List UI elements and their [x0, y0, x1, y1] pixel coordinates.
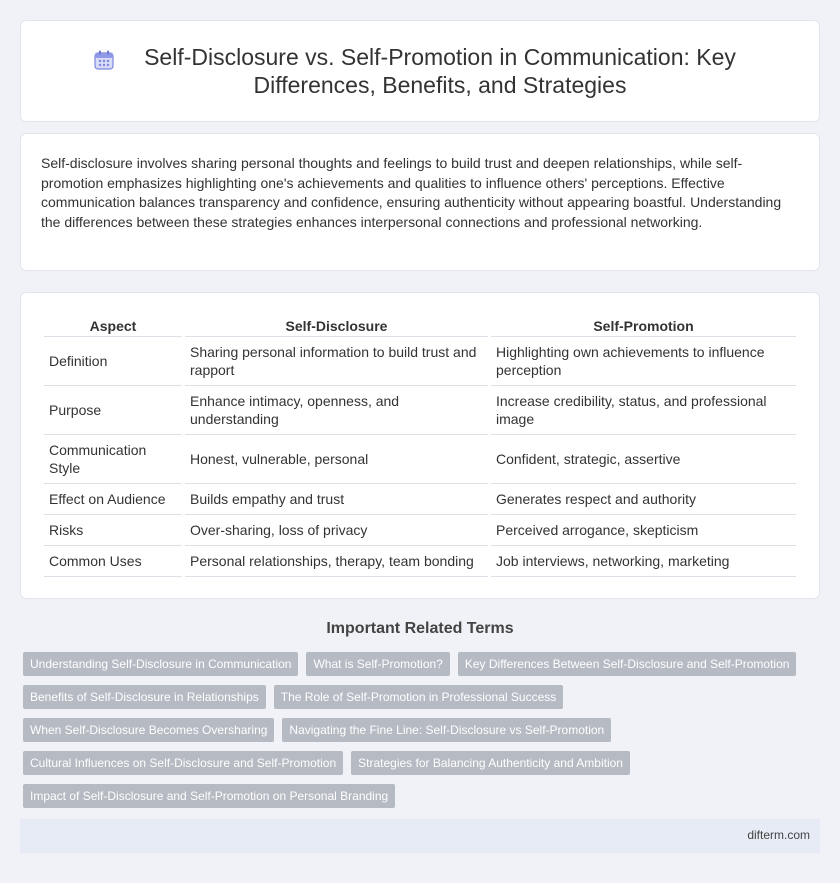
row-self-disclosure: Personal relationships, therapy, team bonding — [185, 546, 488, 577]
row-aspect: Purpose — [44, 386, 182, 435]
row-self-disclosure: Over-sharing, loss of privacy — [185, 515, 488, 546]
row-self-promotion: Highlighting own achievements to influence perception — [491, 337, 796, 386]
table-row — [44, 386, 796, 435]
related-terms-list — [23, 652, 813, 808]
related-term-link[interactable]: Understanding Self-Disclosure in Communication — [23, 652, 298, 676]
row-aspect: Effect on Audience — [44, 484, 182, 515]
column-header-aspect: Aspect — [44, 313, 182, 337]
page-title: Self-Disclosure vs. Self-Promotion in Communication: Key Differences, Benefits, and Strategies — [144, 44, 736, 98]
row-self-disclosure: Builds empathy and trust — [185, 484, 488, 515]
related-term-link[interactable]: When Self-Disclosure Becomes Oversharing — [23, 718, 274, 742]
table-row — [44, 546, 796, 577]
related-term-link[interactable]: Cultural Influences on Self-Disclosure and Self-Promotion — [23, 751, 343, 775]
related-term-link[interactable]: Benefits of Self-Disclosure in Relationships — [23, 685, 266, 709]
row-self-disclosure: Sharing personal information to build trust and rapport — [185, 337, 488, 386]
related-term-link[interactable]: Impact of Self-Disclosure and Self-Promotion on Personal Branding — [23, 784, 395, 808]
row-aspect: Communication Style — [44, 435, 182, 484]
column-header-self-disclosure: Self-Disclosure — [185, 313, 488, 337]
table-header-row — [44, 313, 796, 337]
related-term-link[interactable]: Key Differences Between Self-Disclosure and Self-Promotion — [458, 652, 797, 676]
column-header-self-promotion: Self-Promotion — [491, 313, 796, 337]
row-aspect: Risks — [44, 515, 182, 546]
related-term-link[interactable]: Navigating the Fine Line: Self-Disclosure vs Self-Promotion — [282, 718, 611, 742]
row-self-promotion: Perceived arrogance, skepticism — [491, 515, 796, 546]
footer — [20, 819, 820, 853]
related-terms-title: Important Related Terms — [326, 620, 514, 637]
related-term-link[interactable]: What is Self-Promotion? — [306, 652, 449, 676]
header-card — [20, 20, 820, 122]
related-term-link[interactable]: Strategies for Balancing Authenticity and Ambition — [351, 751, 630, 775]
row-aspect: Definition — [44, 337, 182, 386]
intro-card — [20, 133, 820, 271]
footer-site-name: difterm.com — [747, 828, 810, 842]
table-row — [44, 515, 796, 546]
row-self-promotion: Generates respect and authority — [491, 484, 796, 515]
comparison-table — [41, 313, 799, 577]
table-row — [44, 484, 796, 515]
row-self-promotion: Increase credibility, status, and professional image — [491, 386, 796, 435]
row-self-disclosure: Honest, vulnerable, personal — [185, 435, 488, 484]
related-term-link[interactable]: The Role of Self-Promotion in Professional Success — [274, 685, 563, 709]
table-row — [44, 435, 796, 484]
comparison-table-card — [20, 292, 820, 599]
table-row — [44, 337, 796, 386]
row-aspect: Common Uses — [44, 546, 182, 577]
row-self-promotion: Job interviews, networking, marketing — [491, 546, 796, 577]
row-self-disclosure: Enhance intimacy, openness, and understanding — [185, 386, 488, 435]
intro-paragraph: Self-disclosure involves sharing personal thoughts and feelings to build trust and deepen relationships, while self-promotion emphasizes highlighting one's achievements and qualities to influence others' perceptions. Effective communication balances transparency and confidence, ensuring authenticity without appearing boastful. Understanding the differences between these strategies enhances interpersonal connections and professional networking. — [41, 155, 782, 230]
row-self-promotion: Confident, strategic, assertive — [491, 435, 796, 484]
